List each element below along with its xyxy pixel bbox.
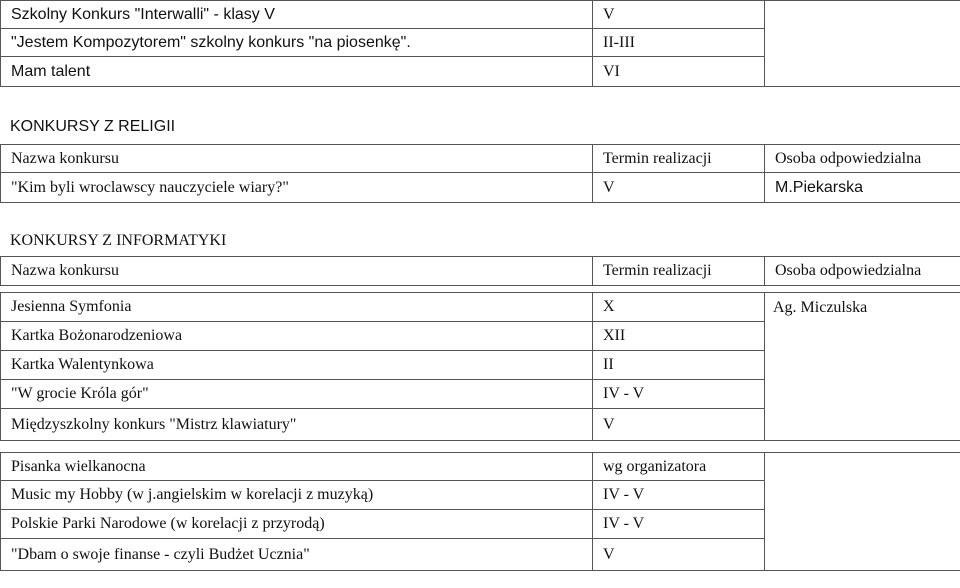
table-cell: V — [593, 173, 765, 203]
table-cell — [765, 453, 960, 571]
table-cell: V — [593, 409, 765, 441]
informatyka-table — [0, 292, 960, 441]
section-title-religia: KONKURSY Z RELIGII — [10, 118, 176, 135]
table-cell: Kartka Walentynkowa — [1, 351, 593, 380]
table-cell: Pisanka wielkanocna — [1, 453, 593, 481]
table-cell: II-III — [593, 29, 765, 57]
table-cell: X — [593, 293, 765, 322]
header-person: Osoba odpowiedzialna — [765, 145, 960, 173]
table-cell: IV - V — [593, 510, 765, 539]
table-cell: V — [593, 1, 765, 29]
informatyka-header-table — [0, 256, 960, 286]
table-cell: Mam talent — [1, 57, 593, 87]
header-term: Termin realizacji — [593, 145, 765, 173]
table-cell: V — [593, 539, 765, 571]
table-cell: Polskie Parki Narodowe (w korelacji z przyrodą) — [1, 510, 593, 539]
person-cell: Ag. Miczulska — [765, 293, 960, 441]
table-cell: wg organizatora — [593, 453, 765, 481]
section-title-informatyka: KONKURSY Z INFORMATYKI — [10, 232, 227, 249]
table-cell: IV - V — [593, 481, 765, 510]
header-name: Nazwa konkursu — [1, 257, 593, 286]
header-name: Nazwa konkursu — [1, 145, 593, 173]
table-cell: Jesienna Symfonia — [1, 293, 593, 322]
table-cell: Kartka Bożonarodzeniowa — [1, 322, 593, 351]
table-cell: IV - V — [593, 380, 765, 409]
table-cell: "Dbam o swoje finanse - czyli Budżet Ucznia" — [1, 539, 593, 571]
bottom-table — [0, 452, 960, 571]
table-cell: Szkolny Konkurs "Interwalli" - klasy V — [1, 1, 593, 29]
table-cell: XII — [593, 322, 765, 351]
table-cell: "W grocie Króla gór" — [1, 380, 593, 409]
table-cell: M.Piekarska — [765, 173, 960, 203]
table-cell — [765, 1, 960, 87]
top-table — [0, 0, 960, 87]
religia-table — [0, 144, 960, 203]
table-cell: "Kim byli wroclawscy nauczyciele wiary?" — [1, 173, 593, 203]
table-cell: Międzyszkolny konkurs "Mistrz klawiatury" — [1, 409, 593, 441]
header-term: Termin realizacji — [593, 257, 765, 286]
table-cell: VI — [593, 57, 765, 87]
table-cell: Music my Hobby (w j.angielskim w korelacji z muzyką) — [1, 481, 593, 510]
header-person: Osoba odpowiedzialna — [765, 257, 960, 286]
table-cell: II — [593, 351, 765, 380]
table-cell: "Jestem Kompozytorem" szkolny konkurs "na piosenkę". — [1, 29, 593, 57]
